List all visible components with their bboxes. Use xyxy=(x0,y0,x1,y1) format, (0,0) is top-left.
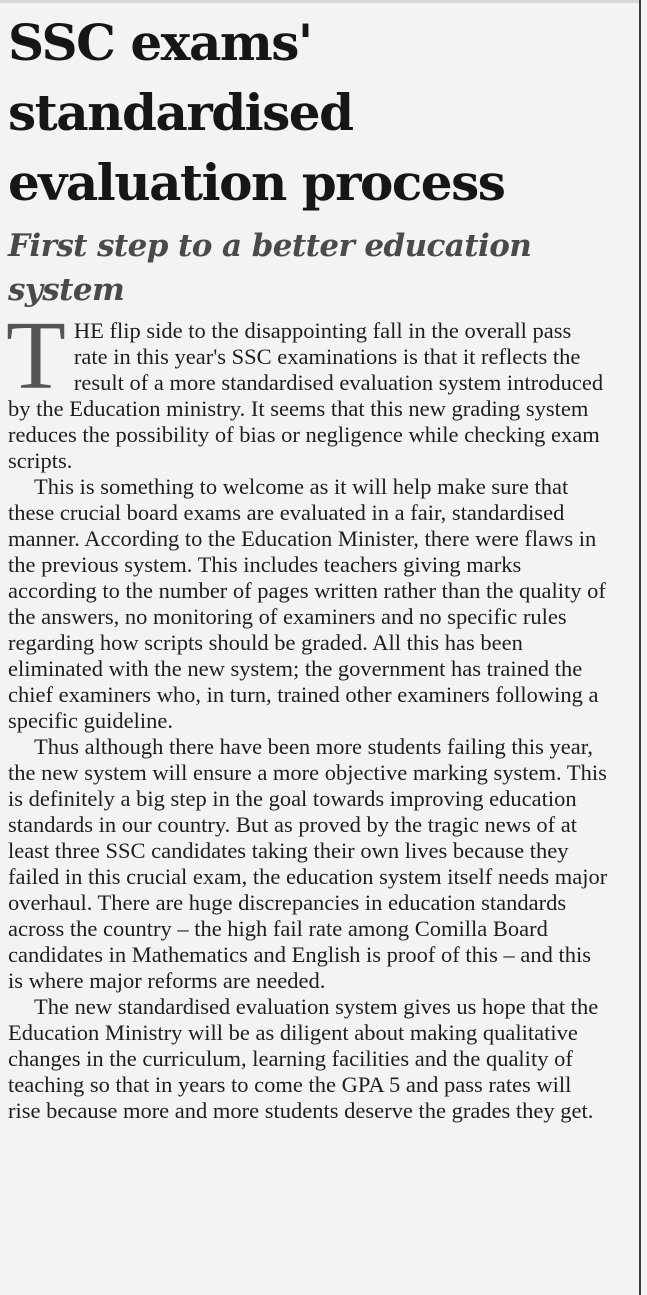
body-paragraph-1: This is something to welcome as it will help make sure that these crucial board exams are evaluated in a fair, standardised manner. According to the Education Minister, there were flaws in the previous system. This includes teachers giving marks according to the number of pages written rather than the quality of the answers, no monitoring of examiners and no specific rules regarding how scripts should be graded. All this has been eliminated with the new system; the government has trained the chief examiners who, in turn, trained other examiners following a specific guideline. xyxy=(8,474,606,733)
lead-paragraph xyxy=(6,302,608,474)
article-body xyxy=(6,302,608,1124)
subheadline: First step to a better education system xyxy=(8,228,532,308)
body-paragraph-3: The new standardised evaluation system gives us hope that the Education Ministry will be as diligent about making qualitative changes in the curriculum, learning facilities and the quality of teaching so that in years to come the GPA 5 and pass rates will rise because more and more students deserve the grades they get. xyxy=(8,994,599,1123)
body-paragraph-2: Thus although there have been more students failing this year, the new system will ensure a more objective marking system. This is definitely a big step in the goal towards improving education standards in our country. But as proved by the tragic news of at least three SSC candidates taking their own lives because they failed in this crucial exam, the education system itself needs major overhaul. There are huge discrepancies in education standards across the country – the high fail rate among Comilla Board candidates in Mathematics and English is proof of this – and this is where major reforms are needed. xyxy=(8,734,608,993)
editorial-article xyxy=(8,8,608,1124)
drop-cap: T xyxy=(6,302,66,410)
lead-text: HE flip side to the disappointing fall in the overall pass rate in this year's SSC examinations is that it reflects the result of a more standardised evaluation system introduced by the Education ministry. It seems that this new grading system reduces the possibility of bias or negligence while checking exam scripts. xyxy=(8,318,604,473)
top-edge xyxy=(0,0,641,3)
headline: SSC exams' standardised evaluation process xyxy=(8,13,505,212)
column-rule xyxy=(639,0,641,1295)
